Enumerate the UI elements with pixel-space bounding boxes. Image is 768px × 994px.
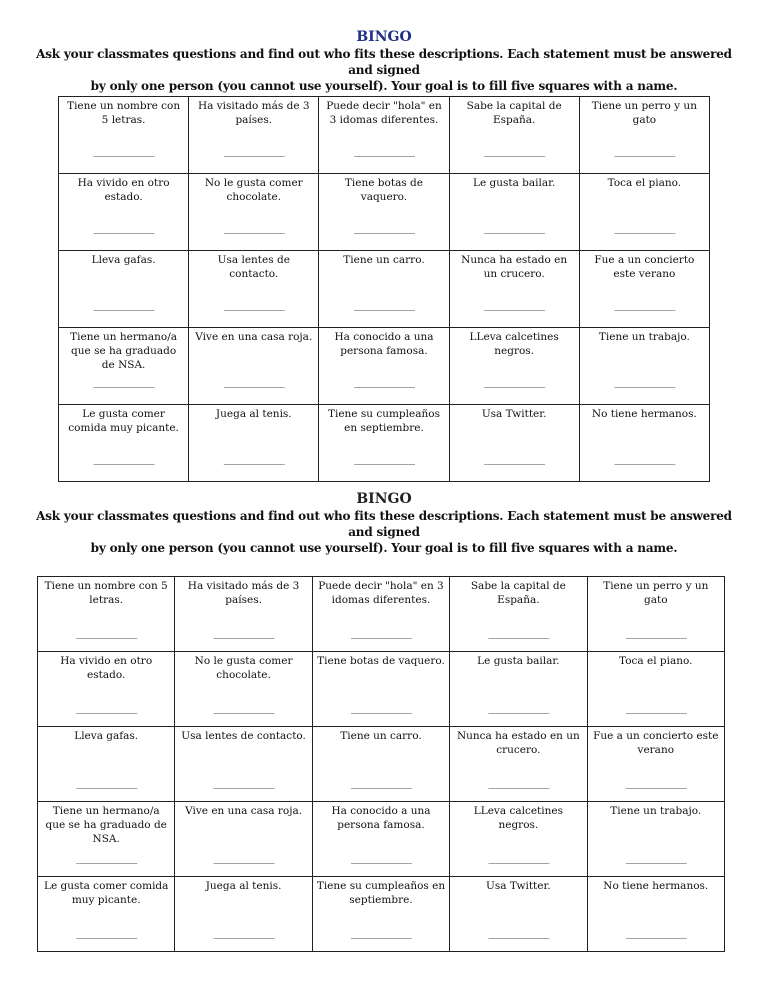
bingo-square [59, 405, 189, 482]
signature-line[interactable]: _______________ [488, 928, 549, 939]
bingo-row [38, 652, 725, 727]
bingo-square-description: Tiene un nombre con 5 letras. [44, 580, 168, 606]
bingo-square-description: Le gusta comer comida muy picante. [43, 880, 169, 906]
signature-line[interactable]: _______________ [625, 628, 686, 639]
bingo-square-description: Toca el piano. [607, 177, 682, 189]
signature-line[interactable]: _______________ [484, 377, 545, 388]
bingo-square [38, 802, 175, 877]
signature-line[interactable]: _______________ [484, 300, 545, 311]
instructions-line-2: by only one person (you cannot use yourself). Your goal is to fill five squares with a name. [90, 541, 678, 555]
bingo-sheet-bottom [0, 490, 768, 939]
bingo-square [175, 577, 312, 652]
signature-line[interactable]: _______________ [93, 146, 154, 157]
bingo-square-description: Fue a un concierto este verano [594, 254, 695, 280]
bingo-square [587, 802, 724, 877]
bingo-square [587, 727, 724, 802]
signature-line[interactable]: _______________ [76, 628, 137, 639]
bingo-square [189, 328, 319, 405]
bingo-square-description: Puede decir "hola" en 3 idomas diferentes. [318, 580, 444, 606]
signature-line[interactable]: _______________ [484, 454, 545, 465]
signature-line[interactable]: _______________ [614, 454, 675, 465]
bingo-row [38, 727, 725, 802]
bingo-square [319, 328, 449, 405]
bingo-square [587, 652, 724, 727]
bingo-square [175, 877, 312, 952]
bingo-square-description: Ha visitado más de 3 países. [187, 580, 300, 606]
signature-line[interactable]: _______________ [350, 853, 411, 864]
signature-line[interactable]: _______________ [93, 377, 154, 388]
bingo-square-description: Lleva gafas. [91, 254, 156, 266]
bingo-square [319, 97, 449, 174]
bingo-square-description: Fue a un concierto este verano [593, 730, 719, 756]
bingo-square-description: Tiene un nombre con 5 letras. [67, 100, 181, 126]
bingo-square-description: Ha conocido a una persona famosa. [334, 331, 434, 357]
bingo-row [59, 174, 710, 251]
bingo-square [189, 97, 319, 174]
bingo-square [175, 727, 312, 802]
bingo-square-description: Le gusta comer comida muy picante. [68, 408, 179, 434]
signature-line[interactable]: _______________ [614, 300, 675, 311]
bingo-square [59, 174, 189, 251]
bingo-square-description: Juega al tenis. [215, 408, 292, 420]
bingo-square [312, 652, 449, 727]
bingo-square [312, 577, 449, 652]
bingo-title: BINGO [356, 29, 412, 45]
signature-line[interactable]: _______________ [353, 377, 414, 388]
bingo-square [449, 405, 579, 482]
bingo-square-description: Usa Twitter. [486, 880, 551, 892]
signature-line[interactable]: _______________ [350, 703, 411, 714]
signature-line[interactable]: _______________ [93, 454, 154, 465]
signature-line[interactable]: _______________ [223, 300, 284, 311]
bingo-square-description: Le gusta bailar. [472, 177, 556, 189]
bingo-square-description: Usa lentes de contacto. [181, 730, 306, 742]
signature-line[interactable]: _______________ [213, 778, 274, 789]
bingo-square [587, 877, 724, 952]
bingo-square-description: Nunca ha estado en un crucero. [456, 730, 580, 756]
bingo-square-description: Usa lentes de contacto. [217, 254, 290, 280]
bingo-square-description: Usa Twitter. [481, 408, 547, 420]
bingo-square [449, 251, 579, 328]
bingo-square-description: No le gusta comer chocolate. [194, 655, 293, 681]
bingo-square [175, 802, 312, 877]
bingo-grid [58, 96, 710, 482]
bingo-square [312, 877, 449, 952]
signature-line[interactable]: _______________ [223, 223, 284, 234]
bingo-square [189, 174, 319, 251]
bingo-square [587, 577, 724, 652]
bingo-square-description: Sabe la capital de España. [466, 100, 562, 126]
instructions [24, 508, 744, 556]
bingo-square [319, 405, 449, 482]
signature-line[interactable]: _______________ [488, 703, 549, 714]
bingo-square-description: Tiene un perro y un gato [591, 100, 697, 126]
bingo-square-description: Tiene un carro. [340, 730, 422, 742]
signature-line[interactable]: _______________ [488, 628, 549, 639]
signature-line[interactable]: _______________ [213, 703, 274, 714]
signature-line[interactable]: _______________ [614, 223, 675, 234]
bingo-square-description: Ha vivido en otro estado. [77, 177, 170, 203]
bingo-square-description: LLeva calcetines negros. [473, 805, 563, 831]
signature-line[interactable]: _______________ [350, 628, 411, 639]
bingo-square [59, 97, 189, 174]
instructions-line-1: Ask your classmates questions and find out who fits these descriptions. Each statement must be answered and signed [36, 509, 732, 539]
bingo-square [450, 802, 587, 877]
signature-line[interactable]: _______________ [93, 223, 154, 234]
bingo-row [38, 877, 725, 952]
bingo-square-description: Juega al tenis. [205, 880, 282, 892]
bingo-square-description: No tiene hermanos. [603, 880, 709, 892]
bingo-square-description: Tiene su cumpleaños en septiembre. [316, 880, 446, 906]
signature-line[interactable]: _______________ [350, 928, 411, 939]
bingo-square-description: LLeva calcetines negros. [469, 331, 559, 357]
bingo-square-description: Toca el piano. [619, 655, 693, 667]
signature-line[interactable]: _______________ [484, 223, 545, 234]
bingo-square-description: Tiene un trabajo. [610, 805, 702, 817]
bingo-square-description: No le gusta comer chocolate. [204, 177, 303, 203]
bingo-square-description: Tiene botas de vaquero. [317, 655, 445, 667]
bingo-square-description: Le gusta bailar. [477, 655, 560, 667]
signature-line[interactable]: _______________ [213, 853, 274, 864]
bingo-square [319, 251, 449, 328]
bingo-square-description: No tiene hermanos. [591, 408, 697, 420]
signature-line[interactable]: _______________ [76, 928, 137, 939]
bingo-row [59, 405, 710, 482]
signature-line[interactable]: _______________ [614, 377, 675, 388]
bingo-square-description: Tiene un trabajo. [598, 331, 690, 343]
bingo-square [579, 174, 709, 251]
signature-line[interactable]: _______________ [353, 223, 414, 234]
signature-line[interactable]: _______________ [213, 928, 274, 939]
bingo-row [38, 577, 725, 652]
signature-line[interactable]: _______________ [353, 146, 414, 157]
signature-line[interactable]: _______________ [488, 853, 549, 864]
bingo-row [38, 802, 725, 877]
bingo-square [319, 174, 449, 251]
bingo-square [189, 405, 319, 482]
bingo-square [450, 727, 587, 802]
signature-line[interactable]: _______________ [625, 928, 686, 939]
bingo-square-description: Lleva gafas. [74, 730, 139, 742]
bingo-square-description: Nunca ha estado en un crucero. [461, 254, 568, 280]
signature-line[interactable]: _______________ [223, 454, 284, 465]
bingo-square [59, 328, 189, 405]
bingo-square-description: Tiene un hermano/a que se ha graduado de NSA. [45, 805, 167, 845]
bingo-square [449, 328, 579, 405]
signature-line[interactable]: _______________ [76, 853, 137, 864]
bingo-square [175, 652, 312, 727]
bingo-square [450, 877, 587, 952]
bingo-square [579, 251, 709, 328]
bingo-square [449, 97, 579, 174]
bingo-square-description: Ha vivido en otro estado. [60, 655, 153, 681]
bingo-square-description: Tiene su cumpleaños en septiembre. [327, 408, 440, 434]
instructions-line-2: by only one person (you cannot use yourself). Your goal is to fill five squares with a name. [90, 79, 678, 93]
bingo-sheet-top [0, 28, 768, 465]
bingo-square [450, 652, 587, 727]
instructions-line-1: Ask your classmates questions and find out who fits these descriptions. Each statement must be answered and signed [36, 47, 732, 77]
bingo-square [579, 97, 709, 174]
signature-line[interactable]: _______________ [353, 454, 414, 465]
bingo-grid [37, 576, 725, 952]
bingo-square [450, 577, 587, 652]
bingo-row [59, 251, 710, 328]
bingo-square-description: Tiene un carro. [343, 254, 425, 266]
signature-line[interactable]: _______________ [625, 778, 686, 789]
bingo-square [38, 877, 175, 952]
bingo-square-description: Sabe la capital de España. [470, 580, 566, 606]
bingo-square-description: Vive en una casa roja. [185, 805, 303, 817]
signature-line[interactable]: _______________ [625, 703, 686, 714]
bingo-square [38, 652, 175, 727]
signature-line[interactable]: _______________ [484, 146, 545, 157]
bingo-row [59, 328, 710, 405]
bingo-square [579, 405, 709, 482]
signature-line[interactable]: _______________ [223, 377, 284, 388]
signature-line[interactable]: _______________ [350, 778, 411, 789]
signature-line[interactable]: _______________ [76, 778, 137, 789]
signature-line[interactable]: _______________ [625, 853, 686, 864]
bingo-square [449, 174, 579, 251]
bingo-square-description: Tiene un perro y un gato [603, 580, 709, 606]
bingo-square-description: Vive en una casa roja. [195, 331, 313, 343]
signature-line[interactable]: _______________ [488, 778, 549, 789]
bingo-square [38, 727, 175, 802]
instructions [24, 46, 744, 94]
bingo-square-description: Ha conocido a una persona famosa. [331, 805, 431, 831]
bingo-row [59, 97, 710, 174]
signature-line[interactable]: _______________ [353, 300, 414, 311]
bingo-square [189, 251, 319, 328]
bingo-square [312, 802, 449, 877]
bingo-square [59, 251, 189, 328]
bingo-square-description: Tiene un hermano/a que se ha graduado de NSA. [70, 331, 178, 371]
bingo-square-description: Ha visitado más de 3 países. [198, 100, 310, 126]
bingo-square [312, 727, 449, 802]
bingo-title: BINGO [356, 491, 412, 507]
signature-line[interactable]: _______________ [76, 703, 137, 714]
bingo-square-description: Tiene botas de vaquero. [344, 177, 423, 203]
bingo-square-description: Puede decir "hola" en 3 idomas diferentes. [326, 100, 442, 126]
bingo-square [38, 577, 175, 652]
signature-line[interactable]: _______________ [223, 146, 284, 157]
signature-line[interactable]: _______________ [213, 628, 274, 639]
bingo-square [579, 328, 709, 405]
signature-line[interactable]: _______________ [614, 146, 675, 157]
signature-line[interactable]: _______________ [93, 300, 154, 311]
